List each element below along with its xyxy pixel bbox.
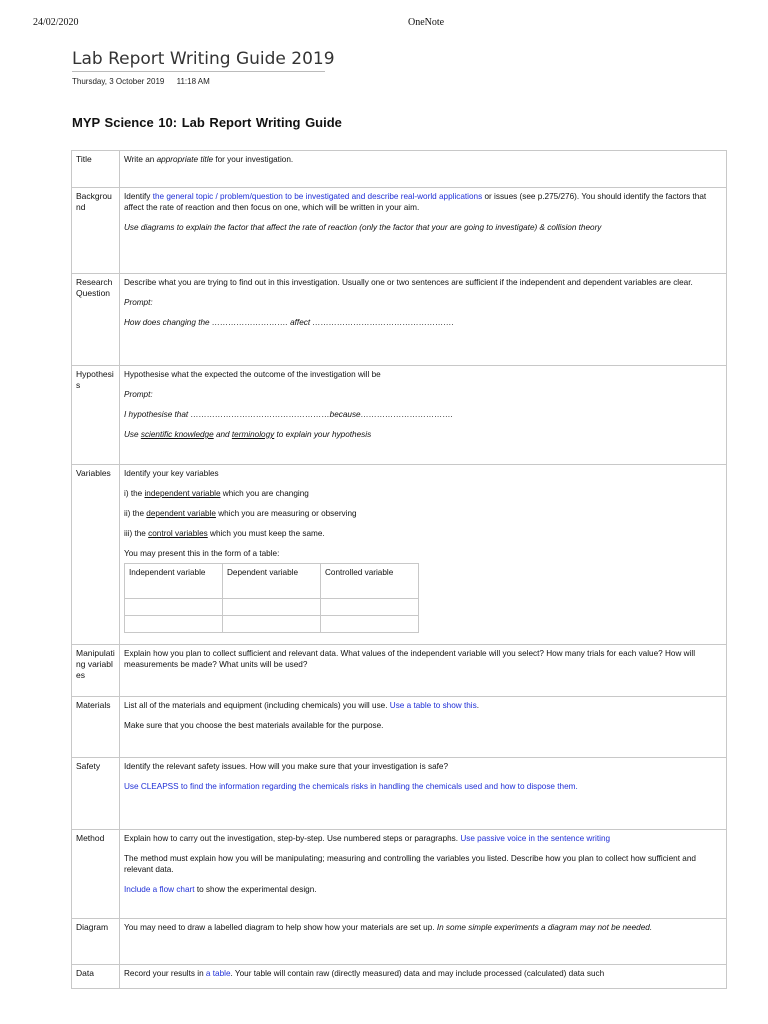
table-row-manipulating-variables [72, 645, 727, 697]
row-label: Safety [72, 758, 120, 830]
table-cell[interactable] [223, 599, 321, 616]
page-time: 11:18 AM [176, 77, 210, 86]
text-underlined: independent variable [144, 489, 221, 498]
paragraph [124, 297, 722, 308]
text: . [476, 701, 479, 710]
text: which you are changing [220, 489, 309, 498]
paragraph [124, 488, 722, 499]
page-title[interactable]: Lab Report Writing Guide 2019 [72, 49, 335, 69]
table-cell[interactable] [125, 599, 223, 616]
paragraph [124, 884, 722, 895]
table-cell[interactable] [321, 599, 419, 616]
row-label: Diagram [72, 919, 120, 965]
text-highlight: Use passive voice in the sentence writing [460, 834, 611, 843]
row-content [120, 697, 727, 758]
text-underlined: control variables [148, 529, 208, 538]
text: ii) the [124, 509, 147, 518]
text: . Your table will contain raw (directly measured) data and may include processed (calculated) data such [230, 969, 605, 978]
row-content [120, 758, 727, 830]
text-italic: How does changing the ………………………. affect ……………………………………………. [124, 318, 454, 327]
paragraph: Make sure that you choose the best materials available for the purpose. [124, 721, 384, 730]
text-italic: Prompt: [124, 298, 153, 307]
paragraph [124, 700, 722, 711]
paragraph [124, 317, 722, 328]
text-underlined: terminology [231, 430, 275, 439]
row-label: Research Question [72, 274, 120, 366]
paragraph: Hypothesise what the expected the outcome of the investigation will be [124, 370, 381, 379]
text: Write an [124, 155, 157, 164]
paragraph: Describe what you are trying to find out in this investigation. Usually one or two sentences are sufficient if the independent and dependent variables are clear. [124, 278, 693, 287]
row-content [120, 465, 727, 645]
text-italic: Use diagrams to explain the factor that affect the rate of reaction (only the factor that your are going to investigate) & collision theory [124, 223, 602, 232]
variables-table [124, 563, 419, 633]
text: Identify [124, 192, 153, 201]
table-cell[interactable] [321, 616, 419, 633]
table-row-variables [72, 465, 727, 645]
text: iii) the [124, 529, 149, 538]
text: to show the experimental design. [194, 885, 317, 894]
text: for your investigation. [213, 155, 294, 164]
table-row-title [72, 151, 727, 188]
text: List all of the materials and equipment (including chemicals) you will use. [124, 701, 390, 710]
text: which you are measuring or observing [215, 509, 357, 518]
row-content [120, 919, 727, 965]
text: which you must keep the same. [207, 529, 325, 538]
table-row-hypothesis [72, 366, 727, 465]
text: You should identify the factors that affect the rate of reaction and then focus on one, which will be written in your aim. [124, 192, 707, 212]
table-row-background [72, 188, 727, 274]
paragraph: Identify the relevant safety issues. How will you make sure that your investigation is safe? [124, 762, 449, 771]
table-cell[interactable] [125, 616, 223, 633]
paragraph: The method must explain how you will be manipulating; measuring and controlling the variables you listed. Describe how you plan to collect how sufficient and relevant data. [124, 854, 696, 874]
paragraph [124, 409, 722, 420]
paragraph [124, 429, 722, 440]
paragraph: Explain how you plan to collect sufficient and relevant data. What values of the independent variable will you select? How many trials for each value? How will measurements be made? What units will be used? [124, 649, 696, 669]
text-italic: In some simple experiments a diagram may not be needed. [436, 923, 653, 932]
row-label: Variables [72, 465, 120, 645]
table-row-diagram [72, 919, 727, 965]
row-label: Data [72, 965, 120, 989]
row-content [120, 151, 727, 188]
row-label: Background [72, 188, 120, 274]
paragraph: Identify your key variables [124, 469, 219, 478]
paragraph [124, 922, 722, 933]
table-row-research-question [72, 274, 727, 366]
document-heading: MYP Science 10: Lab Report Writing Guide [72, 115, 342, 130]
text: Explain how to carry out the investigation, step-by-step. Use numbered steps or paragraphs. [124, 834, 461, 843]
table-row [125, 599, 419, 616]
text: You may need to draw a labelled diagram to help show how your materials are set up. [124, 923, 437, 932]
text-italic: Prompt: [124, 390, 153, 399]
guide-table [71, 150, 727, 989]
table-cell[interactable] [223, 616, 321, 633]
text-underlined: scientific knowledge [140, 430, 214, 439]
page-date: Thursday, 3 October 2019 [72, 77, 165, 86]
table-row-safety [72, 758, 727, 830]
text-highlight: a table [205, 969, 231, 978]
table-row [125, 564, 419, 599]
title-divider [72, 71, 325, 72]
text: i) the [124, 489, 145, 498]
row-content [120, 274, 727, 366]
row-content [120, 965, 727, 989]
table-header-cell[interactable]: Dependent variable [223, 564, 321, 599]
text: Record your results in [124, 969, 206, 978]
text: and [213, 430, 232, 439]
paragraph [124, 389, 722, 400]
text: or issues (see p.275/276). [482, 192, 580, 201]
text-highlight: Include a flow chart [124, 885, 195, 894]
paragraph: You may present this in the form of a table: [124, 549, 280, 558]
paragraph [124, 833, 722, 844]
text-italic: I hypothesise that ……………………………………………because……………………………. [124, 410, 453, 419]
text-highlight: the general topic / problem/question to be investigated and describe real-world applications [152, 192, 483, 201]
table-row-method [72, 830, 727, 919]
row-label: Manipulating variables [72, 645, 120, 697]
text: to explain your hypothesis [274, 430, 372, 439]
row-content [120, 830, 727, 919]
paragraph [124, 191, 722, 213]
table-header-cell[interactable]: Independent variable [125, 564, 223, 599]
paragraph [124, 508, 722, 519]
text-underlined: dependent variable [146, 509, 216, 518]
row-label: Title [72, 151, 120, 188]
table-header-cell[interactable]: Controlled variable [321, 564, 419, 599]
row-content [120, 645, 727, 697]
row-content [120, 188, 727, 274]
row-content [120, 366, 727, 465]
paragraph-highlight: Use CLEAPSS to find the information regarding the chemicals risks in handling the chemicals used and how to dispose them. [124, 782, 578, 791]
paragraph [124, 222, 722, 233]
page-meta [72, 77, 220, 86]
text-italic: appropriate title [156, 155, 214, 164]
text: Use [124, 430, 141, 439]
text-highlight: Use a table to show this [389, 701, 477, 710]
table-row [125, 616, 419, 633]
row-label: Hypothesis [72, 366, 120, 465]
paragraph [124, 968, 722, 979]
print-header-date: 24/02/2020 [33, 17, 79, 28]
row-label: Method [72, 830, 120, 919]
table-row-data [72, 965, 727, 989]
table-row-materials [72, 697, 727, 758]
paragraph [124, 528, 722, 539]
print-header-app: OneNote [408, 17, 445, 28]
row-label: Materials [72, 697, 120, 758]
